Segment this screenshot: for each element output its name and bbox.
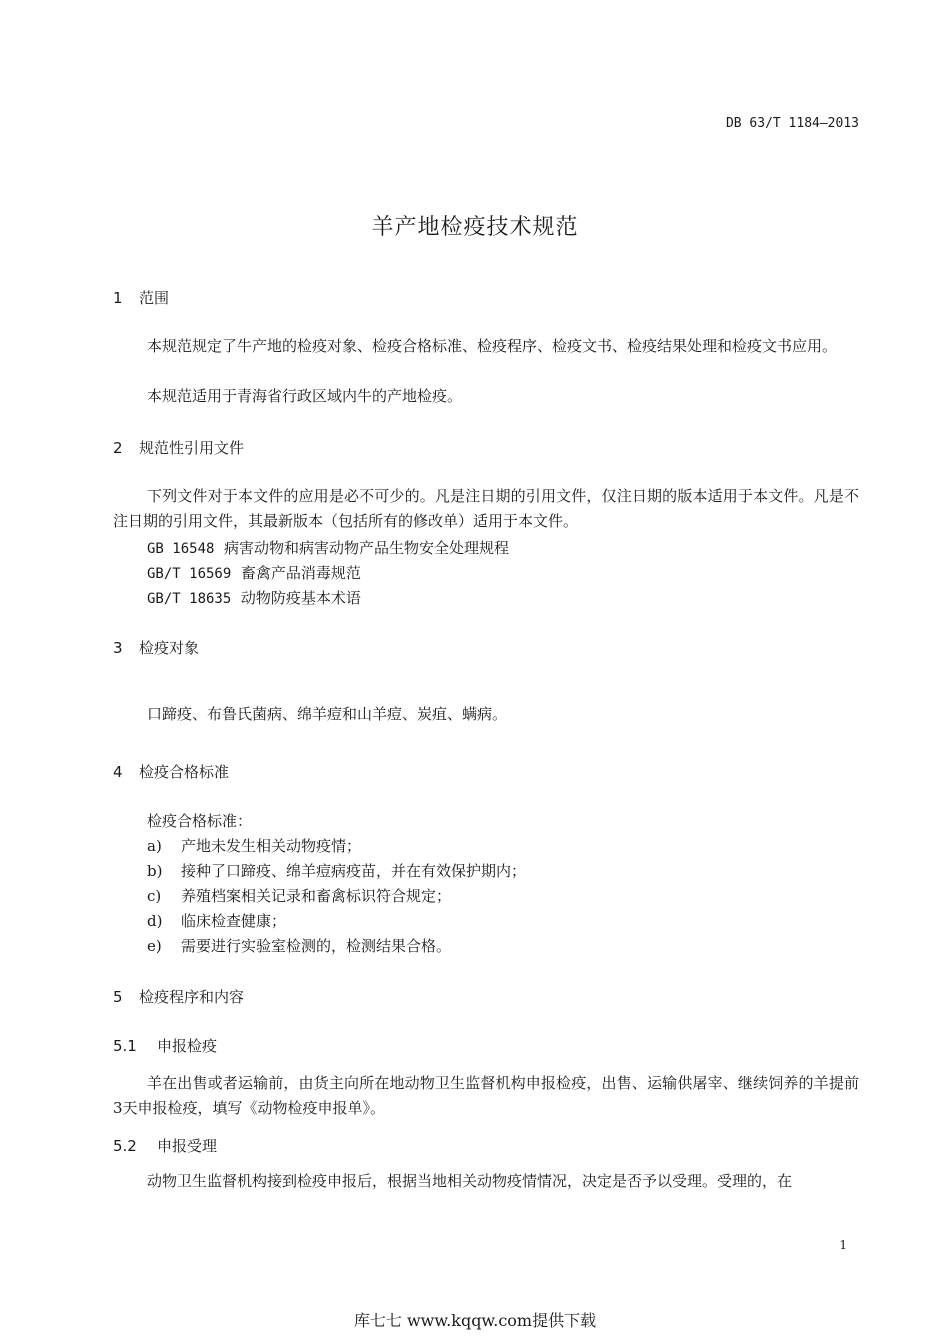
section-2-paragraph-1: 下列文件对于本文件的应用是必不可少的。凡是注日期的引用文件，仅注日期的版本适用于本文件。凡是不注日期的引用文件，其最新版本（包括所有的修改单）适用于本文件。: [113, 487, 859, 530]
section-5-heading: [113, 986, 244, 1007]
list-text: 需要进行实验室检测的，检测结果合格。: [181, 937, 452, 955]
list-marker: d): [147, 912, 163, 930]
document-title: 羊产地检疫技术规范: [371, 215, 579, 240]
standard-code: DB 63/T 1184—2013: [725, 116, 859, 131]
reference-code: GB 16548: [147, 541, 215, 557]
section-1-paragraph-1: 本规范规定了牛产地的检疫对象、检疫合格标准、检疫程序、检疫文书、检疫结果处理和检疫文书应用。: [147, 337, 838, 355]
section-number: 1: [113, 289, 123, 307]
section-title: 范围: [139, 289, 170, 307]
list-text: 接种了口蹄疫、绵羊痘病疫苗，并在有效保护期内；: [181, 862, 527, 880]
subsection-number: 5.1: [113, 1037, 137, 1055]
list-text: 临床检查健康；: [181, 912, 287, 930]
list-item: [147, 885, 451, 906]
subsection-title: 申报受理: [157, 1137, 218, 1155]
subsection-5-1-paragraph-1: 羊在出售或者运输前，由货主向所在地动物卫生监督机构申报检疫，出售、运输供屠宰、继续饲养的羊提前3天申报检疫，填写《动物检疫申报单》。: [113, 1074, 859, 1117]
subsection-5-2-heading: [113, 1135, 217, 1156]
list-item: [147, 835, 361, 856]
section-title: 规范性引用文件: [139, 439, 245, 457]
list-marker: e): [147, 937, 162, 955]
list-marker: a): [147, 837, 162, 855]
reference-name: 动物防疫基本术语: [240, 589, 361, 607]
page-number: 1: [839, 1238, 847, 1252]
list-text: 产地未发生相关动物疫情；: [181, 837, 362, 855]
reference-code: GB/T 16569: [147, 566, 232, 582]
reference-code: GB/T 18635: [147, 591, 232, 607]
subsection-number: 5.2: [113, 1137, 137, 1155]
reference-item: [147, 587, 361, 608]
footer-watermark: 库七七 www.kqqw.com提供下载: [353, 1311, 597, 1330]
subsection-5-2-paragraph-1: 动物卫生监督机构接到检疫申报后，根据当地相关动物疫情情况，决定是否予以受理。受理的，在: [147, 1172, 793, 1190]
list-marker: b): [147, 862, 163, 880]
section-title: 检疫程序和内容: [139, 988, 245, 1006]
list-item: [147, 935, 451, 956]
section-number: 5: [113, 988, 123, 1006]
section-2-heading: [113, 437, 244, 458]
list-marker: c): [147, 887, 162, 905]
subsection-title: 申报检疫: [157, 1037, 218, 1055]
section-number: 2: [113, 439, 123, 457]
reference-name: 畜禽产品消毒规范: [240, 564, 361, 582]
section-title: 检疫合格标准: [139, 763, 230, 781]
list-item: [147, 910, 286, 931]
section-4-heading: [113, 761, 229, 782]
reference-item: [147, 537, 509, 558]
section-3-heading: [113, 637, 199, 658]
section-1-heading: [113, 287, 169, 308]
reference-item: [147, 562, 361, 583]
list-item: [147, 860, 526, 881]
section-number: 3: [113, 639, 123, 657]
section-1-paragraph-2: 本规范适用于青海省行政区域内牛的产地检疫。: [147, 387, 463, 405]
subsection-5-1-heading: [113, 1035, 217, 1056]
reference-name: 病害动物和病害动物产品生物安全处理规程: [223, 539, 509, 557]
section-title: 检疫对象: [139, 639, 200, 657]
section-3-paragraph-1: 口蹄疫、布鲁氏菌病、绵羊痘和山羊痘、炭疽、螨病。: [147, 705, 508, 723]
section-number: 4: [113, 763, 123, 781]
list-text: 养殖档案相关记录和畜禽标识符合规定；: [181, 887, 452, 905]
section-4-intro: 检疫合格标准：: [147, 812, 253, 830]
